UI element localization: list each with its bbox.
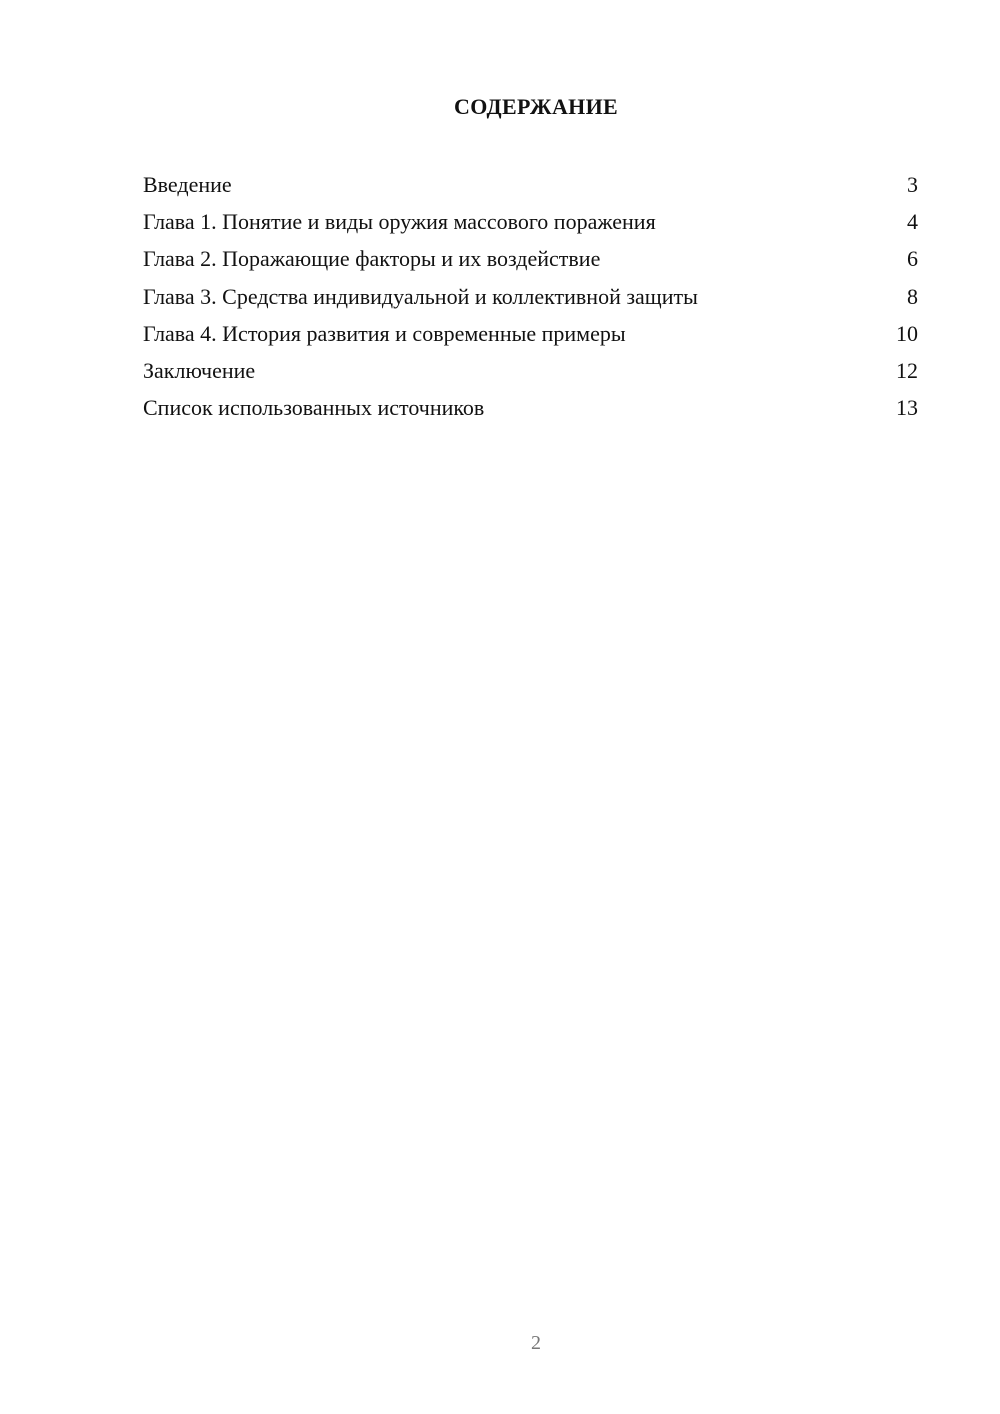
- toc-entry-label: Список использованных источников: [143, 395, 485, 421]
- toc-entry-chapter-2: [143, 242, 918, 279]
- toc-entry-page: 8: [907, 283, 918, 309]
- toc-entry-label: Заключение: [143, 357, 256, 383]
- toc-entry-references: [143, 391, 918, 428]
- toc-entry-page: 13: [896, 395, 918, 421]
- toc-entry-chapter-3: [143, 280, 918, 317]
- table-of-contents: [143, 168, 918, 428]
- toc-entry-page: 6: [907, 246, 918, 272]
- toc-entry-label: Глава 4. История развития и современные примеры: [143, 320, 626, 346]
- toc-title: СОДЕРЖАНИЕ: [454, 94, 618, 119]
- toc-entry-label: Глава 2. Поражающие факторы и их воздействие: [143, 246, 601, 272]
- toc-entry-page: 3: [907, 172, 918, 197]
- toc-entry-label: Глава 3. Средства индивидуальной и коллективной защиты: [143, 283, 698, 309]
- toc-entry-introduction: [143, 168, 918, 205]
- toc-entry-conclusion: [143, 354, 918, 391]
- toc-entry-label: Введение: [143, 172, 232, 197]
- toc-entry-page: 10: [896, 320, 918, 346]
- toc-entry-label: Глава 1. Понятие и виды оружия массового поражения: [143, 209, 656, 235]
- toc-entry-page: 4: [907, 209, 918, 235]
- toc-entry-chapter-1: [143, 205, 918, 242]
- toc-entry-page: 12: [896, 357, 918, 383]
- page-number: 2: [531, 1332, 541, 1354]
- toc-entry-chapter-4: [143, 317, 918, 354]
